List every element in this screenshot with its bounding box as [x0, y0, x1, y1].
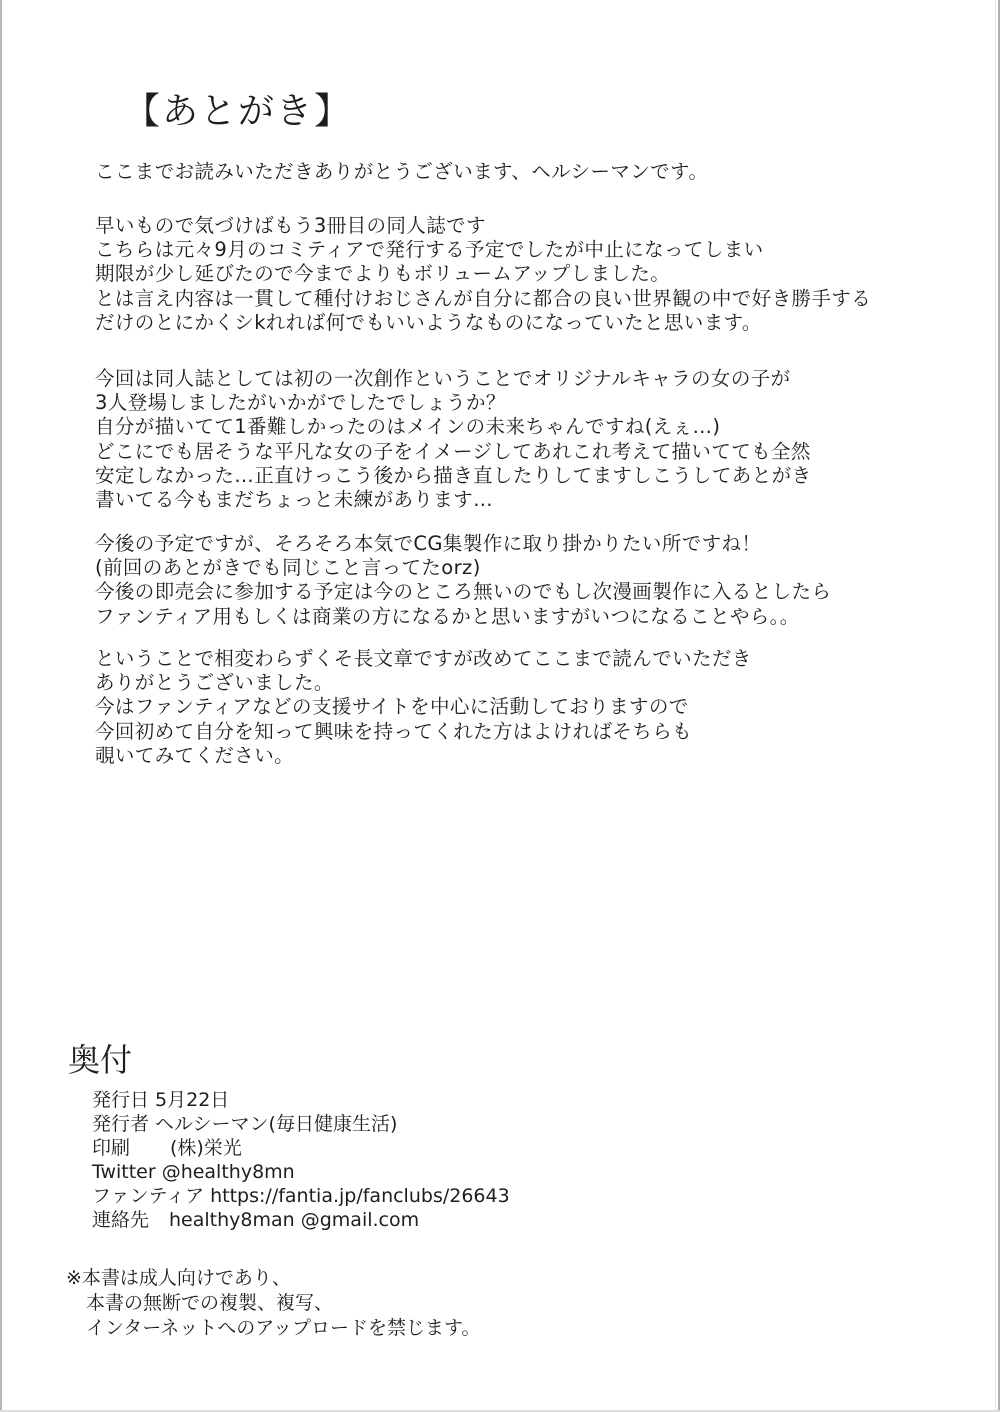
colophon-value: ヘルシーマン(毎日健康生活)	[155, 1113, 398, 1135]
colophon-value: (株)栄光	[170, 1137, 242, 1159]
notice-line: 本書の無断での複製、複写、	[86, 1292, 334, 1314]
paragraph-line: 今後の即売会に参加する予定は今のところ無いのでもし次漫画製作に入るとしたら	[95, 580, 832, 604]
paragraph-line: だけのとにかくシkれれば何でもいいようなものになっていたと思います。	[95, 310, 762, 334]
colophon-value: healthy8man @gmail.com	[169, 1209, 420, 1231]
paragraph-line: ファンティア用もしくは商業の方になるかと思いますがいつになることやら。。	[95, 604, 800, 628]
paragraph-line: 覗いてみてください。	[95, 743, 295, 767]
afterword-paragraph-intro	[95, 214, 871, 335]
paragraph-line: 今後の予定ですが、そろそろ本気でCG集製作に取り掛かりたい所ですね！	[95, 532, 762, 555]
paragraph-line: こちらは元々9月のコミティアで発行する予定でしたが中止になってしまい	[95, 238, 764, 262]
afterword-paragraph-greeting	[95, 160, 708, 184]
colophon-title: 奥付	[68, 1041, 133, 1079]
colophon-label: 発行者	[92, 1113, 150, 1135]
paragraph-line: 今回初めて自分を知って興味を持ってくれた方はよければそちらも	[95, 719, 693, 743]
paragraph-line: (前回のあとがきでも同じこと言ってたorz)	[95, 556, 481, 580]
paragraph-line: ここまでお読みいただきありがとうございます、ヘルシーマンです。	[95, 160, 709, 183]
afterword-paragraph-closing	[95, 647, 752, 768]
colophon-value: 5月22日	[155, 1089, 230, 1111]
paragraph-line: 今回は同人誌としては初の一次創作ということでオリジナルキャラの女の子が	[95, 367, 791, 390]
paragraph-line: どこにでも居そうな平凡な女の子をイメージしてあれこれ考えて描いてても全然	[95, 439, 811, 463]
paragraph-line: 書いてる今もまだちょっと未練があります…	[95, 487, 494, 511]
afterword-title: 【あとがき】	[124, 91, 353, 132]
paragraph-line: とは言え内容は一貫して種付けおじさんが自分に都合の良い世界観の中で好き勝手する	[95, 286, 872, 310]
colophon-row-publisher	[92, 1112, 510, 1136]
paragraph-line: 期限が少し延びたので今までよりもボリュームアップしました。	[95, 262, 671, 286]
colophon-list	[92, 1088, 510, 1232]
colophon-label: 印刷	[92, 1137, 131, 1159]
colophon-row-contact	[92, 1208, 510, 1232]
afterword-paragraph-characters	[95, 367, 811, 512]
colophon-value: @healthy8mn	[161, 1161, 295, 1183]
colophon-label: ファンティア	[92, 1185, 205, 1207]
paragraph-line: 今はファンティアなどの支援サイトを中心に活動しておりますので	[95, 695, 689, 719]
paragraph-line: 3人登場しましたがいかがでしたでしょうか？	[95, 391, 506, 415]
colophon-value: https://fantia.jp/fanclubs/26643	[210, 1185, 510, 1207]
notice-line: インターネットへのアップロードを禁じます。	[86, 1317, 481, 1339]
page-edge-right-inner	[995, 0, 996, 1412]
paragraph-line: 自分が描いてて1番難しかったのはメインの未来ちゃんですね(えぇ…)	[95, 415, 721, 439]
notice-line: ※本書は成人向けであり、	[66, 1267, 291, 1289]
paragraph-line: 早いもので気づけばもう3冊目の同人誌です	[95, 214, 486, 237]
paragraph-line: ありがとうございました。	[95, 671, 334, 695]
colophon-row-printer	[92, 1136, 510, 1160]
colophon-row-twitter	[92, 1160, 510, 1184]
paragraph-line: ということで相変わらずくそ長文章ですが改めてここまで読んでいただき	[95, 647, 752, 670]
colophon-label: 連絡先	[92, 1209, 150, 1231]
colophon-row-publish-date	[92, 1088, 510, 1112]
colophon-label: 発行日	[92, 1089, 150, 1111]
afterword-paragraph-plans	[95, 532, 831, 629]
page-edge-left	[0, 0, 2, 1412]
colophon-row-fantia	[92, 1184, 510, 1208]
paragraph-line: 安定しなかった…正直けっこう後から描き直したりしてますしこうしてあとがき	[95, 463, 812, 487]
colophon-label: Twitter	[92, 1161, 156, 1183]
legal-notice	[66, 1266, 480, 1341]
